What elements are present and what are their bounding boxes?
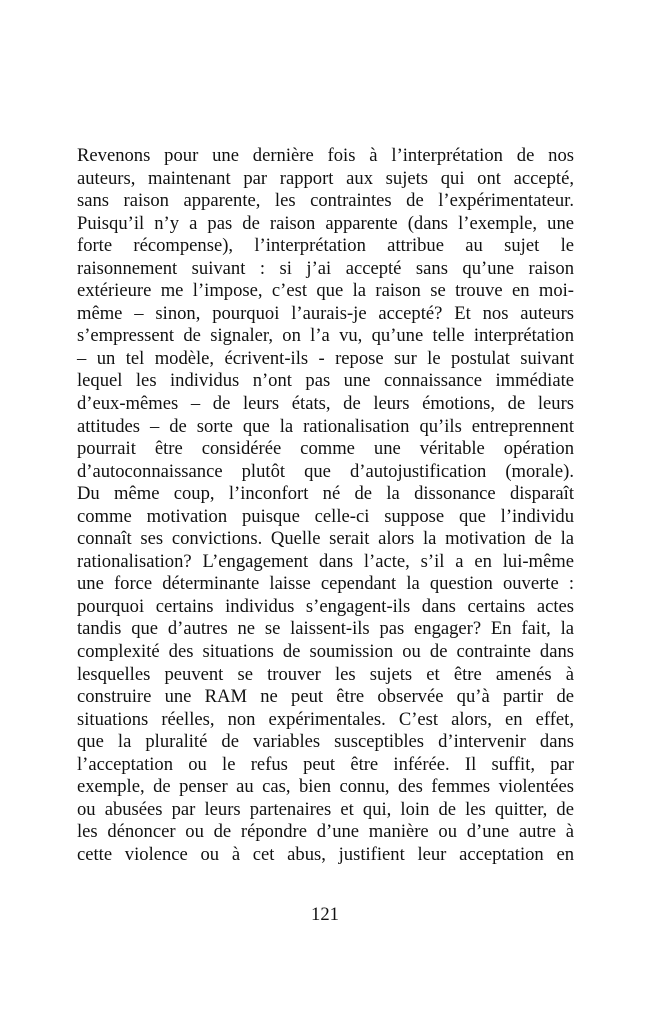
- text-line: même – sinon, pourquoi l’aurais-je accepté? Et nos auteurs: [77, 302, 574, 324]
- text-line: que la pluralité de variables susceptibles d’intervenir dans: [77, 731, 574, 753]
- text-line: pourquoi certains individus s’engagent-ils dans certains actes: [77, 595, 574, 617]
- text-line: ou abusées par leurs partenaires et qui, loin de les quitter, de: [77, 798, 574, 820]
- body-paragraph: [77, 145, 574, 867]
- text-line: Revenons pour une dernière fois à l’interprétation de nos: [77, 145, 574, 166]
- text-line: Puisqu’il n’y a pas de raison apparente (dans l’exemple, une: [77, 212, 574, 234]
- text-line: les dénoncer ou de répondre d’une manière ou d’une autre à: [77, 821, 574, 843]
- text-line: attitudes – de sorte que la rationalisation qu’ils entreprennent: [77, 415, 574, 437]
- text-line: s’empressent de signaler, on l’a vu, qu’une telle interprétation: [77, 325, 574, 347]
- text-line: d’autoconnaissance plutôt que d’autojustification (morale).: [77, 460, 574, 482]
- text-line: forte récompense), l’interprétation attribue au sujet le: [77, 235, 574, 257]
- text-line: raisonnement suivant : si j’ai accepté sans qu’une raison: [77, 257, 574, 279]
- text-line: d’eux-mêmes – de leurs états, de leurs émotions, de leurs: [77, 393, 574, 415]
- text-line: auteurs, maintenant par rapport aux sujets qui ont accepté,: [77, 167, 574, 189]
- text-line: comme motivation puisque celle-ci suppose que l’individu: [77, 505, 574, 527]
- text-line: rationalisation? L’engagement dans l’acte, s’il a en lui-même: [77, 550, 574, 572]
- text-line: lequel les individus n’ont pas une connaissance immédiate: [77, 370, 574, 392]
- text-line: une force déterminante laisse cependant la question ouverte :: [77, 573, 574, 595]
- text-line: l’acceptation ou le refus peut être inférée. Il suffit, par: [77, 753, 574, 775]
- text-line: – un tel modèle, écrivent-ils - repose sur le postulat suivant: [77, 347, 574, 369]
- text-line: pourrait être considérée comme une véritable opération: [77, 438, 574, 460]
- page-number: 121: [311, 904, 339, 925]
- text-line: connaît ses convictions. Quelle serait alors la motivation de la: [77, 528, 574, 550]
- text-line: extérieure me l’impose, c’est que la raison se trouve en moi-: [77, 280, 574, 302]
- text-line: lesquelles peuvent se trouver les sujets et être amenés à: [77, 663, 574, 685]
- text-line: situations réelles, non expérimentales. C’est alors, en effet,: [77, 708, 574, 730]
- text-line: complexité des situations de soumission ou de contrainte dans: [77, 641, 574, 663]
- text-line: construire une RAM ne peut être observée qu’à partir de: [77, 686, 574, 708]
- text-line: exemple, de penser au cas, bien connu, des femmes violentées: [77, 776, 574, 798]
- text-line: sans raison apparente, les contraintes de l’expérimentateur.: [77, 190, 574, 212]
- text-line: cette violence ou à cet abus, justifient leur acceptation en: [77, 843, 574, 865]
- text-line: tandis que d’autres ne se laissent-ils pas engager? En fait, la: [77, 618, 574, 640]
- text-line: Du même coup, l’inconfort né de la dissonance disparaît: [77, 483, 574, 505]
